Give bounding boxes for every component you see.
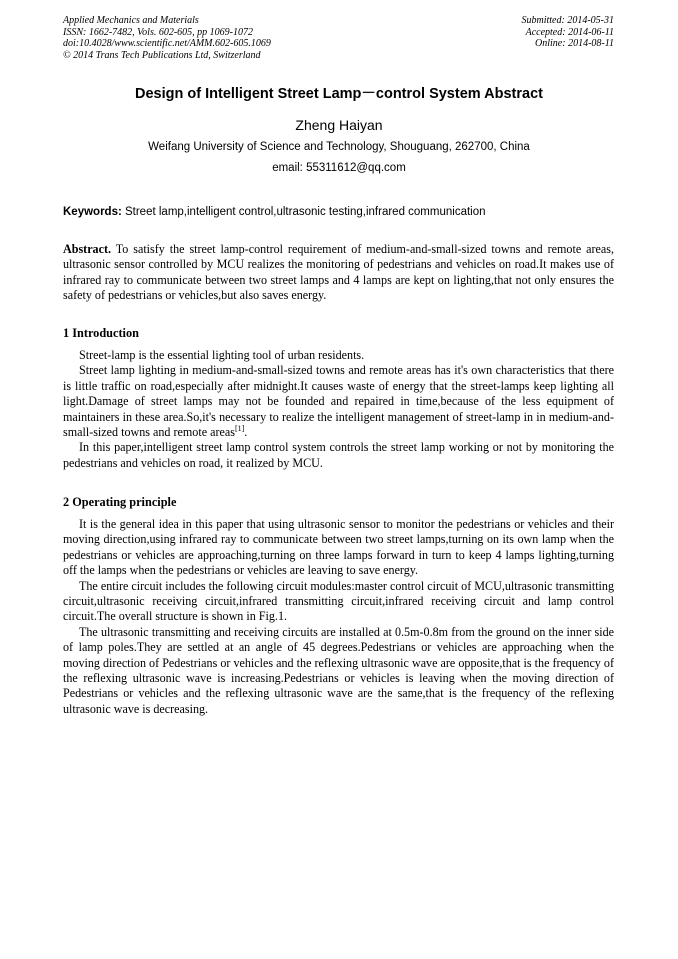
intro-paragraph-2-text: Street lamp lighting in medium-and-small-sized towns and remote areas has it's own characteristics that there is little traffic on road,especially after midnight.It causes waste of energy that the street-lamps keep lighting all light.Damage of street lamps may not be founded and repaired in time,because of the less equipment of maintainers in these area.So,it's necessary to realize the intelligent management of street-lamp in in medium-and-small-sized towns and remote areas [63,363,614,440]
intro-paragraph-2 [63,363,614,440]
section-operating-principle [63,517,614,717]
section-heading-operating-principle: 2 Operating principle [63,495,177,509]
intro-paragraph-1: Street-lamp is the essential lighting tool of urban residents. [79,348,365,362]
keywords-label: Keywords: [63,206,122,218]
author-affiliation: Weifang University of Science and Technology, Shouguang, 262700, China [148,141,530,153]
online-date: Online: 2014-08-11 [535,38,614,49]
paper-title: Design of Intelligent Street Lamp－control System Abstract [135,86,543,102]
author-name: Zheng Haiyan [295,117,383,133]
principle-paragraph-3: The ultrasonic transmitting and receiving circuits are installed at 0.5m-0.8m from the ground on the inner side of lamp poles.They are settled at an angle of 45 degrees.Pedestrians or vehicles are approaching when the moving direction of Pedestrians or vehicles and the reflexing ultrasonic wave are opposite,that is the frequency of the reflexing ultrasonic wave is increasing.Pedestrians or vehicles is leaving when the moving direction of Pedestrians or vehicles and the reflexing ultrasonic wave are the same,that is the frequency of the reflexing ultrasonic wave is decreasing. [63,624,614,716]
journal-issn: ISSN: 1662-7482, Vols. 602-605, pp 1069-1072 [63,26,253,38]
section-introduction [63,348,614,471]
submitted-date: Submitted: 2014-05-31 [521,15,614,26]
keywords-text: Street lamp,intelligent control,ultrasonic testing,infrared communication [121,206,486,218]
citation-ref: [1] [234,424,245,433]
section-heading-introduction: 1 Introduction [63,326,139,340]
keywords [63,206,615,218]
intro-paragraph-2-end: . [244,425,248,440]
journal-doi: doi:10.4028/www.scientific.net/AMM.602-605.1069 [63,38,271,49]
abstract-text: To satisfy the street lamp-control requirement of medium-and-small-sized towns and remote areas, ultrasonic sensor controlled by MCU realizes the monitoring of pedestrians and vehicles on road.It makes use of infrared ray to communicate between two street lamps and 4 lamps are kept on lighting,that not only ensures the safety of pedestrians or vehicles,but also saves energy. [63,242,614,303]
intro-paragraph-3: In this paper,intelligent street lamp control system controls the street lamp working or not by monitoring the pedestrians and vehicles on road, it realized by MCU. [63,440,614,470]
journal-name: Applied Mechanics and Materials [63,15,199,26]
author-email: email: 55311612@qq.com [272,162,406,174]
principle-paragraph-1: It is the general idea in this paper that using ultrasonic sensor to monitor the pedestrians or vehicles and their moving direction,using infrared ray to communicate between two street lamps,turning on its own lamp when the pedestrians or vehicles are approaching,turning on three lamps forward in turn to keep 4 lamps lighting,turning off the lamps when the pedestrians or vehicles are leaving to save energy. [63,517,614,578]
abstract-label: Abstract. [63,242,112,256]
accepted-date: Accepted: 2014-06-11 [525,26,614,38]
abstract [63,242,614,304]
journal-copyright: © 2014 Trans Tech Publications Ltd, Switzerland [63,49,261,61]
journal-header-right [522,15,615,50]
principle-paragraph-2: The entire circuit includes the following circuit modules:master control circuit of MCU,ultrasonic transmitting circuit,ultrasonic receiving circuit,infrared transmitting circuit,infrared receiving circuit and lamp control circuit.The overall structure is shown in Fig.1. [63,578,615,624]
journal-header-left [63,15,271,61]
